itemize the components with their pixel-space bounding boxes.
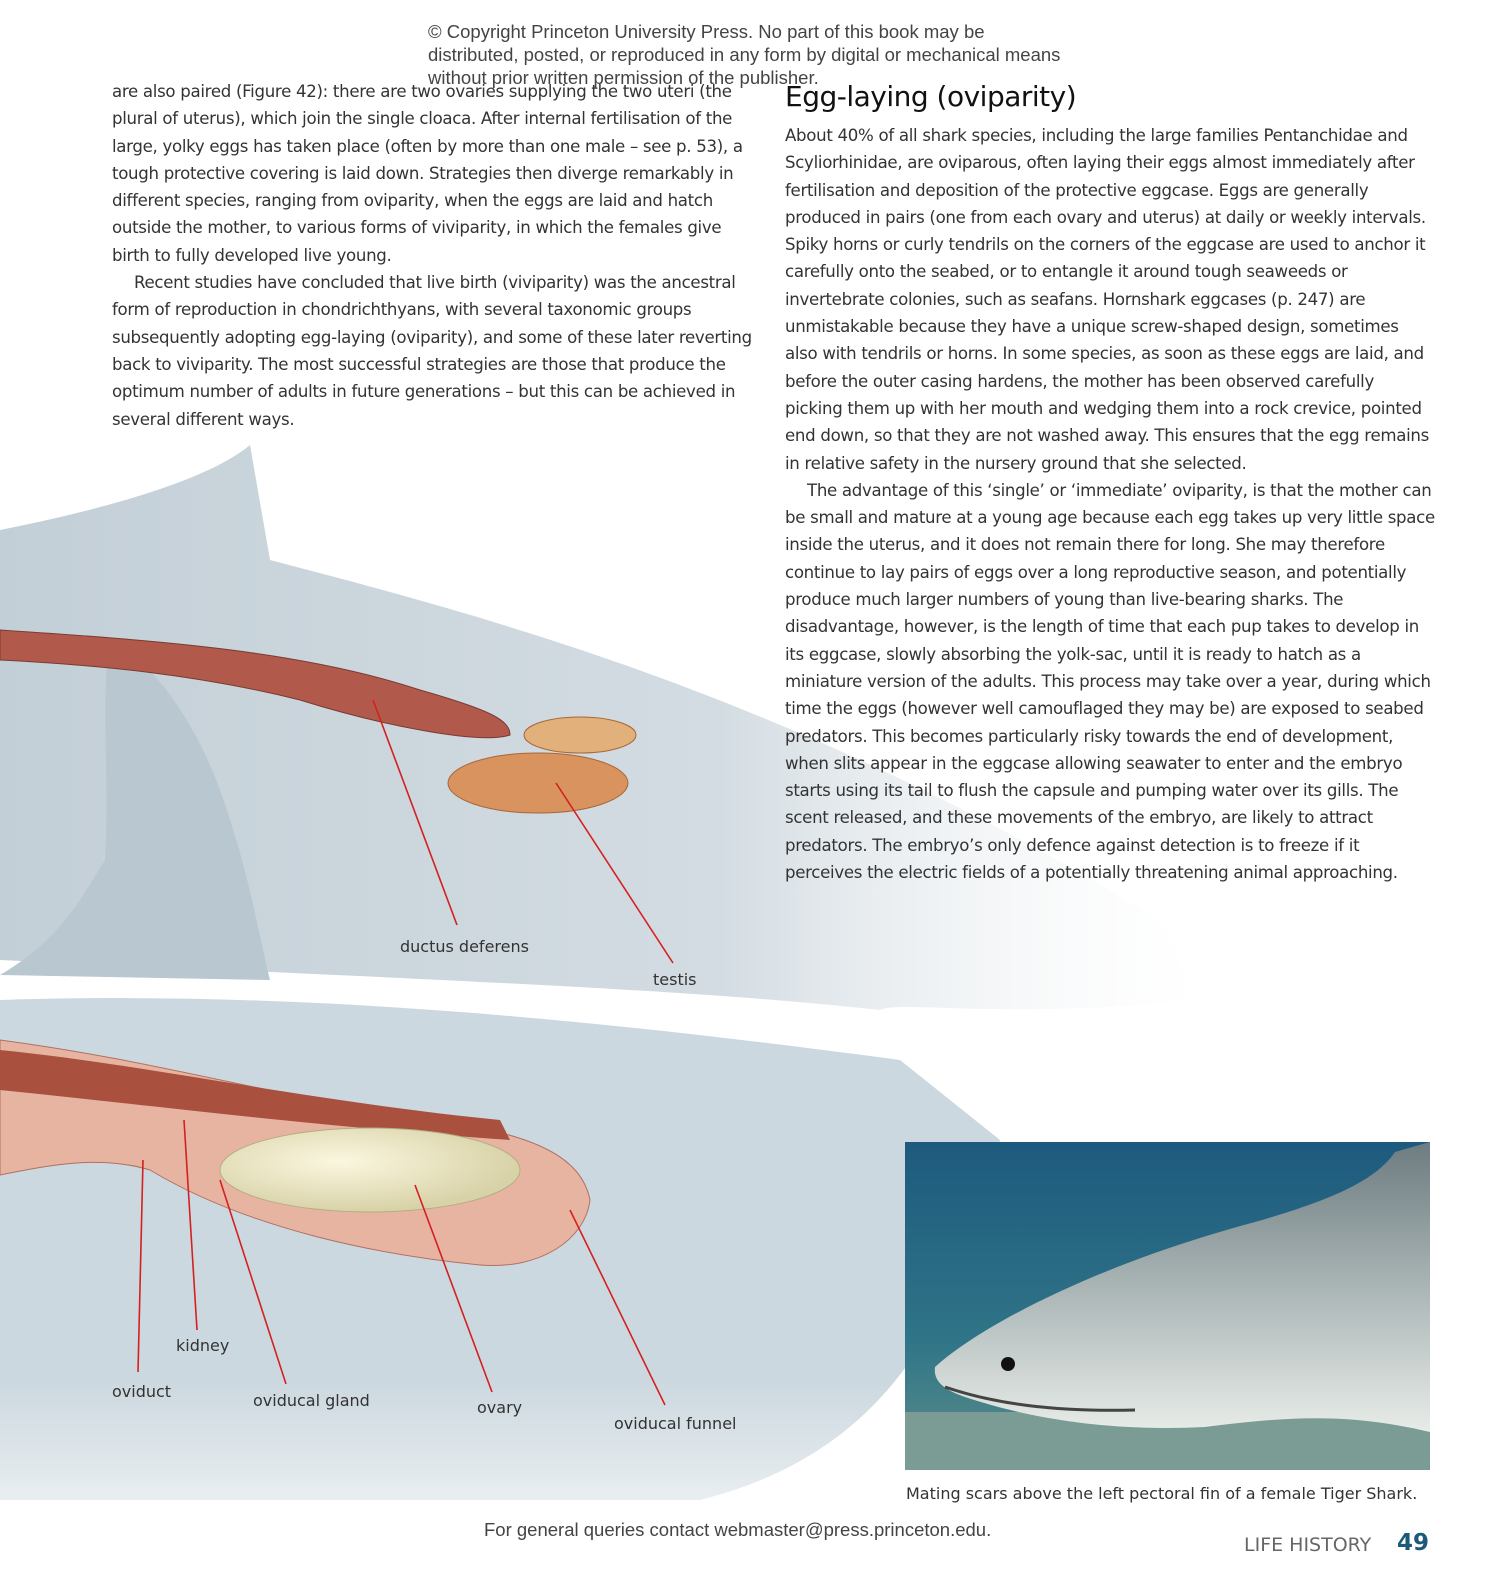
label-oviducal-funnel: oviducal funnel <box>614 1414 737 1433</box>
label-ductus-deferens: ductus deferens <box>400 937 529 956</box>
body-paragraph: About 40% of all shark species, including the large families Pentanchidae and Scyliorhinidae, are oviparous, often laying their eggs almost immediately after fertilisation and deposition of the protective eggcase. Eggs are generally produced in pairs (one from each ovary and uterus) at daily or weekly intervals. Spiky horns or curly tendrils on the corners of the eggcase are used to anchor it carefully onto the seabed, or to entangle it around tough seaweeds or invertebrate colonies, such as seafans. Hornshark eggcases (p. 247) are unmistakable because they have a unique screw-shaped design, sometimes also with tendrils or horns. In some species, as soon as these eggs are laid, and before the outer casing hardens, the mother has been observed carefully picking them up with her mouth and wedging them into a rock crevice, pointed end down, so that they are not washed away. This ensures that the egg remains in relative safety in the nursery ground that she selected. <box>785 126 1429 473</box>
left-text-column <box>112 78 752 433</box>
copyright-notice: © Copyright Princeton University Press. No part of this book may be distributed, posted, or reproduced in any form by digital or mechanical means without prior written permission of the publisher. <box>428 21 1061 88</box>
label-kidney: kidney <box>176 1336 230 1355</box>
label-oviduct: oviduct <box>112 1382 172 1401</box>
body-paragraph: The advantage of this ‘single’ or ‘immediate’ oviparity, is that the mother can be small and mature at a young age because each egg takes up very little space inside the uterus, and it does not remain there for long. She may therefore continue to lay pairs of eggs over a long reproductive season, and potentially produce much larger numbers of young than live-bearing sharks. The disadvantage, however, is the length of time that each pup takes to develop in its eggcase, slowly absorbing the yolk-sac, until it is ready to hatch as a miniature version of the adults. This process may take over a year, during which time the eggs (however well camouflaged they may be) are exposed to seabed predators. This becomes particularly risky towards the end of development, when slits appear in the eggcase allowing seawater to enter and the embryo starts using its tail to flush the capsule and pumping water over its gills. The scent released, and these movements of the embryo, are likely to attract predators. The embryo’s only defence against detection is to freeze if it perceives the electric fields of a potentially threatening animal approaching. <box>785 480 1435 883</box>
label-ovary: ovary <box>477 1398 523 1417</box>
body-paragraph: are also paired (Figure 42): there are two ovaries supplying the two uteri (the plural of uterus), which join the single cloaca. After internal fertilisation of the large, yolky eggs has taken place (often by more than one male – see p. 53), a tough protective covering is laid down. Strategies then diverge remarkably in different species, ranging from oviparity, when the eggs are laid and hatch outside the mother, to various forms of viviparity, in which the females give birth to fully developed live young. <box>112 82 743 265</box>
tiger-shark-photo <box>905 1142 1430 1470</box>
body-paragraph: Recent studies have concluded that live birth (viviparity) was the ancestral form of reproduction in chondrichthyans, with several taxonomic groups subsequently adopting egg-laying (oviparity), and some of these later reverting back to viviparity. The most successful strategies are those that produce the optimum number of adults in future generations – but this can be achieved in several different ways. <box>112 273 752 429</box>
photo-caption: Mating scars above the left pectoral fin of a female Tiger Shark. <box>906 1484 1418 1503</box>
ovary-organ <box>220 1128 520 1212</box>
label-testis: testis <box>653 970 697 989</box>
label-oviducal-gland: oviducal gland <box>253 1391 370 1410</box>
queries-notice: For general queries contact webmaster@press.princeton.edu. <box>484 1519 992 1540</box>
running-footer-section: LIFE HISTORY <box>1244 1534 1372 1556</box>
page-number: 49 <box>1397 1530 1430 1556</box>
right-text-column <box>785 122 1435 886</box>
section-heading: Egg-laying (oviparity) <box>785 80 1077 113</box>
testis-organ <box>448 753 628 813</box>
